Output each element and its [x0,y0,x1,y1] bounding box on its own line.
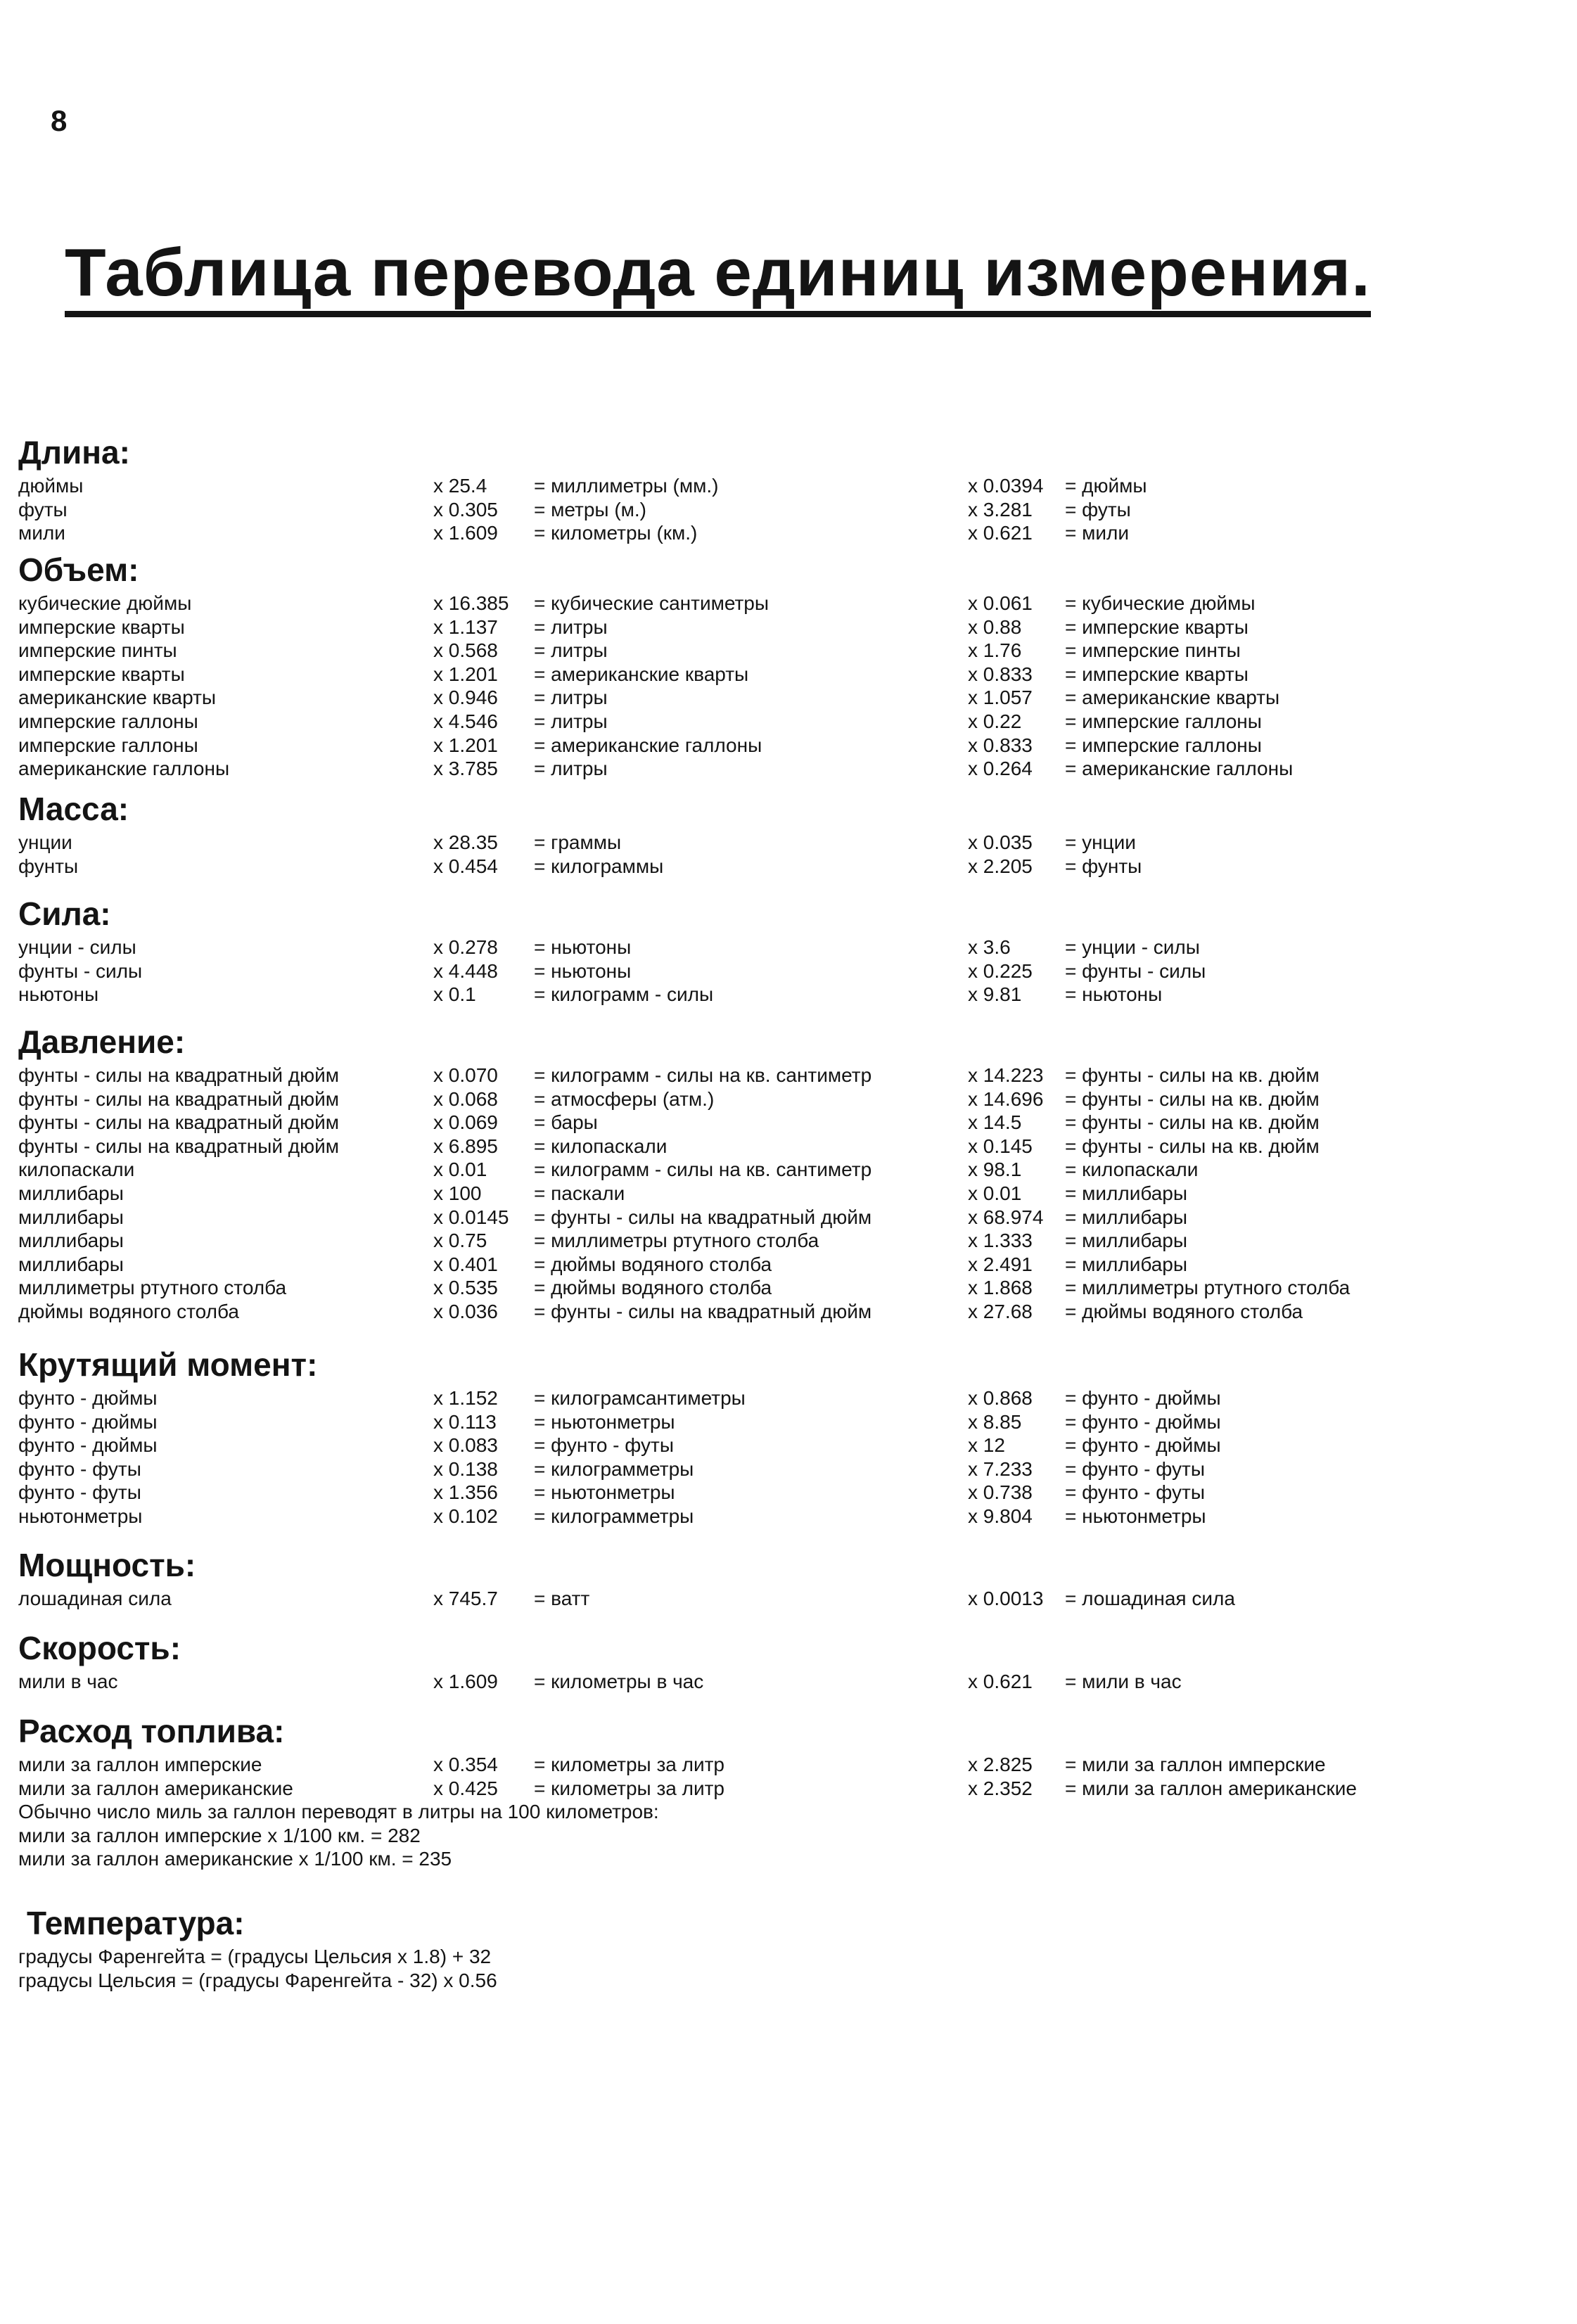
result-reverse: = фунто - дюймы [1065,1410,1221,1433]
result-reverse: = фунты - силы на кв. дюйм [1065,1135,1320,1157]
result-forward: = литры [534,615,608,638]
unit-label: фунты [18,855,79,877]
result-forward: = километры (км.) [534,522,698,544]
factor-forward: x 0.083 [433,1434,498,1457]
result-reverse: = мили за галлон американские [1065,1777,1357,1799]
section-rows [18,592,1559,781]
factor-forward: x 1.356 [433,1481,498,1504]
factor-reverse: x 3.281 [968,498,1033,521]
result-forward: = килограмметры [534,1457,694,1480]
result-forward: = литры [534,639,608,662]
factor-forward: x 0.036 [433,1300,498,1322]
conversion-row [18,521,1559,545]
section-heading: Давление: [18,1023,186,1060]
factor-forward: x 3.785 [433,758,498,780]
unit-label: американские галлоны [18,758,230,780]
section-volume [18,548,1559,787]
page-number: 8 [51,104,68,137]
result-forward: = бары [534,1111,598,1134]
factor-forward: x 0.01 [433,1158,487,1181]
factor-forward: x 0.425 [433,1777,498,1799]
result-reverse: = фунты [1065,855,1142,877]
result-forward: = килограмметры [534,1505,694,1527]
factor-forward: x 0.354 [433,1754,498,1775]
factor-forward: x 0.454 [433,855,498,877]
factor-reverse: x 0.0394 [968,475,1044,497]
unit-label: дюймы водяного столба [18,1300,239,1322]
factor-forward: x 1.137 [433,615,498,638]
unit-label: ньютонметры [18,1505,143,1527]
factor-reverse: x 9.804 [968,1505,1033,1527]
page-title: Таблица перевода единиц измерения. [65,236,1371,317]
result-reverse: = американские кварты [1065,687,1280,709]
factor-reverse: x 2.825 [968,1754,1033,1775]
factor-forward: x 4.448 [433,959,498,982]
result-forward: = паскали [534,1182,625,1204]
factor-forward: x 28.35 [433,831,498,853]
conversion-row [18,757,1559,781]
conversion-row [18,855,1559,879]
result-reverse: = миллибары [1065,1230,1188,1252]
result-reverse: = фунто - дюймы [1065,1387,1221,1409]
unit-label: миллибары [18,1182,124,1204]
conversion-row [18,639,1559,663]
factor-forward: x 6.895 [433,1135,498,1157]
factor-forward: x 0.401 [433,1253,498,1275]
result-forward: = атмосферы (атм.) [534,1087,715,1110]
conversion-row [18,1753,1559,1777]
factor-reverse: x 2.491 [968,1253,1033,1275]
result-reverse: = фунто - футы [1065,1481,1205,1504]
factor-reverse: x 0.225 [968,959,1033,982]
result-forward: = километры за литр [534,1754,725,1775]
result-reverse: = фунты - силы [1065,959,1206,982]
factor-reverse: x 0.0013 [968,1588,1044,1609]
conversion-row [18,1158,1559,1182]
factor-forward: x 0.946 [433,687,498,709]
factor-reverse: x 98.1 [968,1158,1022,1181]
conversion-row [18,1386,1559,1410]
factor-forward: x 1.201 [433,663,498,685]
unit-label: фунты - силы на квадратный дюйм [18,1087,340,1110]
factor-reverse: x 0.264 [968,758,1033,780]
conversion-row [18,1064,1559,1087]
unit-label: миллибары [18,1253,124,1275]
result-reverse: = фунто - дюймы [1065,1434,1221,1457]
conversion-row [18,1276,1559,1300]
unit-label: фунты - силы на квадратный дюйм [18,1064,340,1086]
conversion-row [18,1670,1559,1694]
unit-label: имперские кварты [18,615,185,638]
conversion-row [18,1457,1559,1481]
result-reverse: = дюймы [1065,475,1147,497]
factor-forward: x 1.201 [433,734,498,756]
factor-forward: x 0.278 [433,936,498,958]
note-line: мили за галлон американские x 1/100 км. = 235 [18,1848,452,1870]
factor-reverse: x 14.223 [968,1064,1044,1086]
section-temperature [18,1901,1559,1992]
result-reverse: = имперские кварты [1065,615,1249,638]
result-reverse: = фунты - силы на кв. дюйм [1065,1111,1320,1134]
result-reverse: = дюймы водяного столба [1065,1300,1303,1322]
factor-forward: x 0.138 [433,1457,498,1480]
result-forward: = американские галлоны [534,734,762,756]
result-forward: = американские кварты [534,663,749,685]
result-reverse: = фунты - силы на кв. дюйм [1065,1064,1320,1086]
conversion-row [18,474,1559,498]
unit-label: имперские пинты [18,639,177,662]
conversion-row [18,959,1559,983]
unit-label: футы [18,498,68,521]
factor-reverse: x 1.333 [968,1230,1033,1252]
result-reverse: = миллибары [1065,1253,1188,1275]
factor-reverse: x 14.696 [968,1087,1044,1110]
factor-forward: x 25.4 [433,475,487,497]
result-forward: = килограмм - силы на кв. сантиметр [534,1158,872,1181]
result-forward: = дюймы водяного столба [534,1277,772,1299]
factor-reverse: x 14.5 [968,1111,1022,1134]
factor-reverse: x 0.833 [968,663,1033,685]
section-heading: Температура: [27,1905,245,1941]
unit-label: ньютоны [18,983,99,1006]
factor-reverse: x 9.81 [968,983,1022,1006]
factor-reverse: x 1.057 [968,687,1033,709]
factor-forward: x 1.152 [433,1387,498,1409]
section-heading: Сила: [18,895,111,932]
result-forward: = ньютонметры [534,1481,675,1504]
section-heading: Скорость: [18,1630,181,1666]
section-speed [18,1626,1559,1709]
factor-forward: x 4.546 [433,710,498,732]
conversion-row [18,1300,1559,1324]
result-reverse: = ньютоны [1065,983,1163,1006]
section-rows [18,1064,1559,1324]
unit-label: фунты - силы [18,959,143,982]
result-reverse: = мили в час [1065,1671,1182,1692]
result-forward: = ньютоны [534,936,632,958]
section-rows [18,1753,1559,1800]
result-forward: = литры [534,687,608,709]
conversion-row [18,592,1559,615]
conversion-row [18,734,1559,758]
unit-label: миллиметры ртутного столба [18,1277,287,1299]
factor-reverse: x 27.68 [968,1300,1033,1322]
result-forward: = фунты - силы на квадратный дюйм [534,1206,872,1228]
factor-forward: x 0.069 [433,1111,498,1134]
result-forward: = килограмсантиметры [534,1387,746,1409]
factor-reverse: x 0.868 [968,1387,1033,1409]
conversion-row [18,831,1559,855]
factor-reverse: x 0.145 [968,1135,1033,1157]
result-forward: = километры за литр [534,1777,725,1799]
unit-label: фунто - дюймы [18,1387,158,1409]
conversion-row [18,1111,1559,1135]
result-reverse: = ньютонметры [1065,1505,1206,1527]
result-forward: = килограмм - силы на кв. сантиметр [534,1064,872,1086]
unit-label: килопаскали [18,1158,135,1181]
factor-forward: x 0.75 [433,1230,487,1252]
result-forward: = ватт [534,1588,590,1609]
conversion-row [18,615,1559,639]
unit-label: фунто - дюймы [18,1410,158,1433]
result-forward: = литры [534,710,608,732]
result-reverse: = миллибары [1065,1182,1188,1204]
result-reverse: = миллиметры ртутного столба [1065,1277,1351,1299]
note-line: мили за галлон имперские x 1/100 км. = 282 [18,1824,421,1846]
conversion-row [18,1434,1559,1457]
conversion-row [18,1777,1559,1801]
unit-label: унции [18,831,72,853]
factor-forward: x 0.0145 [433,1206,509,1228]
section-mass [18,787,1559,892]
factor-reverse: x 0.738 [968,1481,1033,1504]
section-heading: Объем: [18,551,139,588]
unit-label: дюймы [18,475,84,497]
section-heading: Расход топлива: [18,1713,285,1749]
unit-label: фунты - силы на квадратный дюйм [18,1135,340,1157]
unit-label: имперские галлоны [18,710,198,732]
result-forward: = метры (м.) [534,498,647,521]
result-reverse: = футы [1065,498,1131,521]
unit-label: мили [18,522,65,544]
factor-reverse: x 68.974 [968,1206,1044,1228]
section-rows [18,474,1559,545]
result-forward: = килограммы [534,855,664,877]
result-reverse: = имперские галлоны [1065,710,1262,732]
result-forward: = граммы [534,831,622,853]
conversion-row [18,1229,1559,1253]
result-forward: = миллиметры ртутного столба [534,1230,819,1252]
result-reverse: = мили [1065,522,1129,544]
result-forward: = литры [534,758,608,780]
unit-label: американские кварты [18,687,217,709]
result-reverse: = мили за галлон имперские [1065,1754,1326,1775]
result-reverse: = килопаскали [1065,1158,1199,1181]
section-heading: Мощность: [18,1547,196,1583]
result-reverse: = фунто - футы [1065,1457,1205,1480]
result-forward: = фунты - силы на квадратный дюйм [534,1300,872,1322]
result-forward: = килограмм - силы [534,983,714,1006]
factor-reverse: x 2.352 [968,1777,1033,1799]
factor-reverse: x 8.85 [968,1410,1022,1433]
factor-reverse: x 2.205 [968,855,1033,877]
section-force [18,892,1559,1020]
result-reverse: = фунты - силы на кв. дюйм [1065,1087,1320,1110]
unit-label: фунто - футы [18,1457,141,1480]
factor-reverse: x 1.868 [968,1277,1033,1299]
section-rows [18,1386,1559,1528]
factor-forward: x 1.609 [433,1671,498,1692]
formula-line: градусы Фаренгейта = (градусы Цельсия x 1.8) + 32 [18,1946,492,1967]
result-forward: = ньютонметры [534,1410,675,1433]
result-forward: = дюймы водяного столба [534,1253,772,1275]
factor-forward: x 16.385 [433,592,509,614]
result-forward: = кубические сантиметры [534,592,770,614]
unit-label: имперские кварты [18,663,185,685]
conversion-row [18,1135,1559,1158]
factor-reverse: x 0.88 [968,615,1022,638]
result-reverse: = американские галлоны [1065,758,1294,780]
section-torque [18,1343,1559,1543]
result-reverse: = кубические дюймы [1065,592,1256,614]
section-heading: Масса: [18,791,129,827]
factor-forward: x 0.305 [433,498,498,521]
unit-label: кубические дюймы [18,592,192,614]
section-rows [18,831,1559,878]
conversion-table [18,430,1559,1992]
conversion-row [18,710,1559,734]
unit-label: мили за галлон американские [18,1777,293,1799]
factor-forward: x 0.068 [433,1087,498,1110]
unit-label: имперские галлоны [18,734,198,756]
section-pressure [18,1020,1559,1343]
section-rows [18,1670,1559,1694]
unit-label: фунты - силы на квадратный дюйм [18,1111,340,1134]
factor-reverse: x 7.233 [968,1457,1033,1480]
factor-forward: x 745.7 [433,1588,498,1609]
unit-label: мили за галлон имперские [18,1754,262,1775]
unit-label: мили в час [18,1671,118,1692]
factor-forward: x 0.113 [433,1410,497,1433]
section-length [18,430,1559,548]
section-rows [18,1587,1559,1611]
conversion-row [18,1481,1559,1505]
factor-forward: x 0.568 [433,639,498,662]
result-reverse: = лошадиная сила [1065,1588,1235,1609]
factor-forward: x 0.070 [433,1064,498,1086]
factor-reverse: x 0.621 [968,1671,1033,1692]
conversion-row [18,1410,1559,1434]
result-forward: = ньютоны [534,959,632,982]
result-forward: = миллиметры (мм.) [534,475,719,497]
factor-reverse: x 1.76 [968,639,1022,662]
conversion-row [18,663,1559,687]
result-reverse: = унции - силы [1065,936,1200,958]
conversion-row [18,686,1559,710]
section-power [18,1543,1559,1626]
formula-line: градусы Цельсия = (градусы Фаренгейта - 32) x 0.56 [18,1969,497,1991]
factor-reverse: x 3.6 [968,936,1011,958]
factor-reverse: x 12 [968,1434,1005,1457]
result-reverse: = имперские кварты [1065,663,1249,685]
unit-label: миллибары [18,1206,124,1228]
factor-forward: x 0.535 [433,1277,498,1299]
factor-reverse: x 0.22 [968,710,1022,732]
conversion-row [18,1206,1559,1230]
conversion-row [18,1182,1559,1206]
factor-reverse: x 0.01 [968,1182,1022,1204]
section-rows [18,936,1559,1007]
factor-forward: x 0.102 [433,1505,498,1527]
factor-reverse: x 0.035 [968,831,1033,853]
factor-reverse: x 0.833 [968,734,1033,756]
factor-reverse: x 0.621 [968,522,1033,544]
result-forward: = килопаскали [534,1135,668,1157]
result-reverse: = унции [1065,831,1136,853]
result-reverse: = имперские галлоны [1065,734,1262,756]
conversion-row [18,498,1559,522]
result-reverse: = имперские пинты [1065,639,1241,662]
conversion-row [18,983,1559,1007]
section-heading: Крутящий момент: [18,1346,318,1383]
conversion-row [18,1087,1559,1111]
conversion-row [18,936,1559,959]
section-fuel-consumption [18,1709,1559,1901]
note-line: Обычно число миль за галлон переводят в литры на 100 километров: [18,1801,659,1823]
section-heading: Длина: [18,434,130,471]
result-forward: = километры в час [534,1671,704,1692]
conversion-row [18,1587,1559,1611]
unit-label: унции - силы [18,936,136,958]
factor-reverse: x 0.061 [968,592,1033,614]
unit-label: фунто - дюймы [18,1434,158,1457]
unit-label: фунто - футы [18,1481,141,1504]
factor-forward: x 100 [433,1182,482,1204]
result-reverse: = миллибары [1065,1206,1188,1228]
factor-forward: x 0.1 [433,983,476,1006]
conversion-row [18,1505,1559,1528]
unit-label: лошадиная сила [18,1588,172,1609]
conversion-row [18,1253,1559,1277]
unit-label: миллибары [18,1230,124,1252]
factor-forward: x 1.609 [433,522,498,544]
result-forward: = фунто - футы [534,1434,674,1457]
